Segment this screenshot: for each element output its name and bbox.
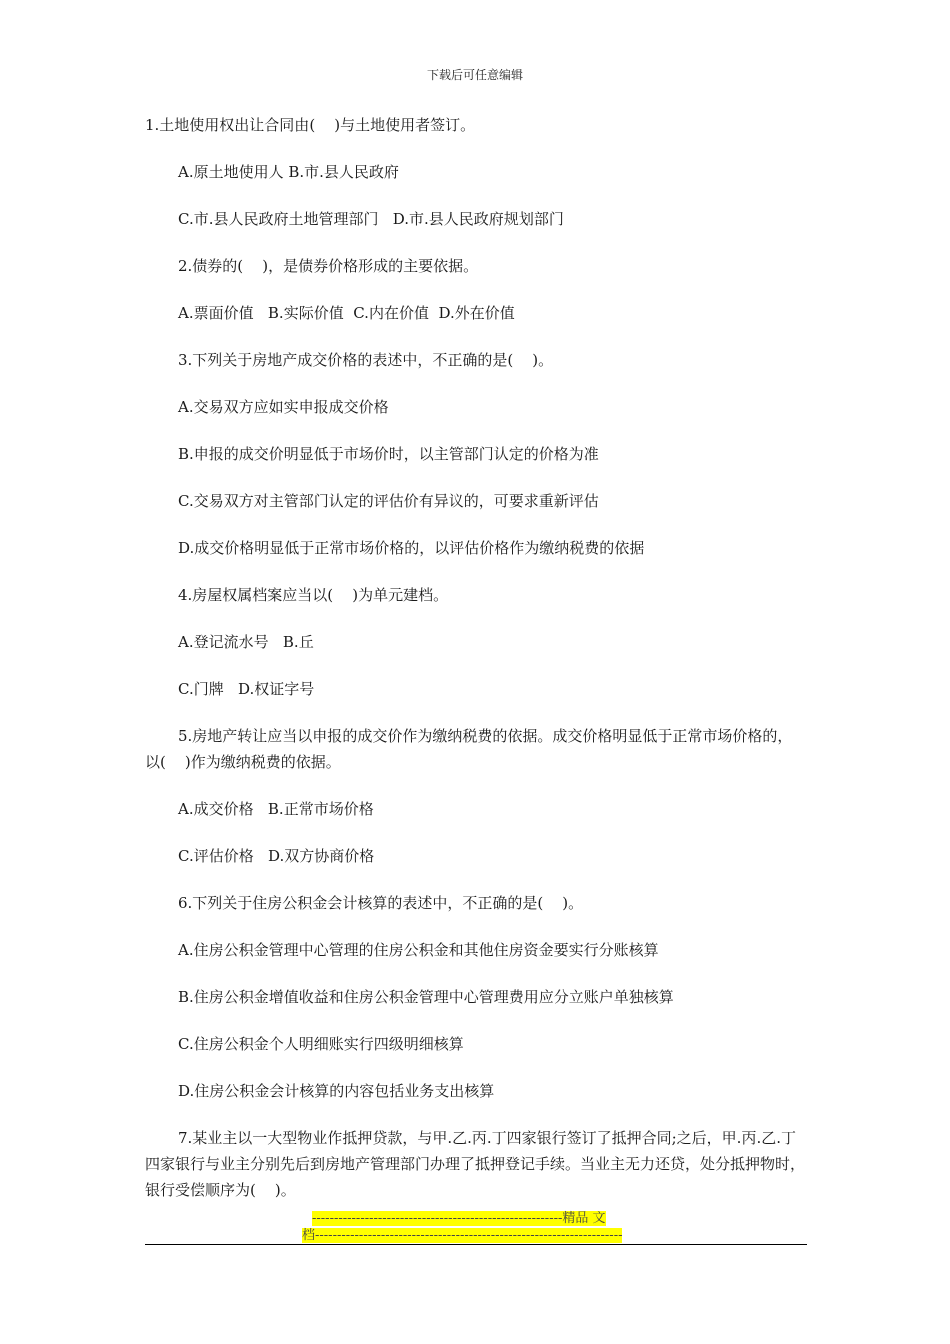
question-5-option-line-1: A.成交价格 B.正常市场价格 (178, 800, 374, 818)
question-2-option-line-1: A.票面价值 B.实际价值 C.内在价值 D.外在价值 (178, 304, 515, 322)
question-3-option-d: D.成交价格明显低于正常市场价格的，以评估价格作为缴纳税费的依据 (178, 539, 645, 557)
question-6-option-d: D.住房公积金会计核算的内容包括业务支出核算 (178, 1082, 495, 1100)
question-1-option-line-2: C.市.县人民政府土地管理部门 D.市.县人民政府规划部门 (178, 210, 564, 228)
header-note: 下载后可任意编辑 (426, 68, 523, 82)
question-5-option-line-2: C.评估价格 D.双方协商价格 (178, 847, 375, 865)
question-2-stem: 2.债券的( )，是债券价格形成的主要依据。 (178, 257, 479, 275)
question-list (145, 112, 807, 1203)
footer-divider (145, 1244, 807, 1245)
question-3-option-c: C.交易双方对主管部门认定的评估价有异议的，可要求重新评估 (178, 492, 599, 510)
footer-line-2: 档---------------------------------------------------------------------- (302, 1228, 623, 1243)
question-6-option-c: C.住房公积金个人明细账实行四级明细核算 (178, 1035, 464, 1053)
question-6-stem: 6.下列关于住房公积金会计核算的表述中，不正确的是( )。 (178, 894, 584, 912)
question-4-stem: 4.房屋权属档案应当以( )为单元建档。 (178, 586, 449, 604)
question-3-stem: 3.下列关于房地产成交价格的表述中，不正确的是( )。 (178, 351, 554, 369)
question-5-stem: 5.房地产转让应当以申报的成交价作为缴纳税费的依据。成交价格明显低于正常市场价格的，以( )作为缴纳税费的依据。 (145, 727, 793, 771)
footer-watermark (302, 1210, 652, 1244)
question-4-option-line-1: A.登记流水号 B.丘 (178, 633, 314, 651)
question-7-stem: 7.某业主以一大型物业作抵押贷款，与甲.乙.丙.丁四家银行签订了抵押合同;之后，甲.丙.乙.丁四家银行与业主分别先后到房地产管理部门办理了抵押登记手续。当业主无力还贷，处分抵押物时，银行受偿顺序为( )。 (145, 1129, 806, 1199)
footer-line-1: ---------------------------------------------------------精品 文 (312, 1211, 606, 1226)
question-6-option-b: B.住房公积金增值收益和住房公积金管理中心管理费用应分立账户单独核算 (178, 988, 674, 1006)
question-6-option-a: A.住房公积金管理中心管理的住房公积金和其他住房资金要实行分账核算 (178, 941, 659, 959)
question-3-option-b: B.申报的成交价明显低于市场价时，以主管部门认定的价格为准 (178, 445, 599, 463)
question-1-option-line-1: A.原土地使用人 B.市.县人民政府 (178, 163, 399, 181)
question-1-stem: 1.土地使用权出让合同由( )与土地使用者签订。 (145, 116, 476, 134)
question-4-option-line-2: C.门牌 D.权证字号 (178, 680, 315, 698)
question-3-option-a: A.交易双方应如实申报成交价格 (178, 398, 389, 416)
